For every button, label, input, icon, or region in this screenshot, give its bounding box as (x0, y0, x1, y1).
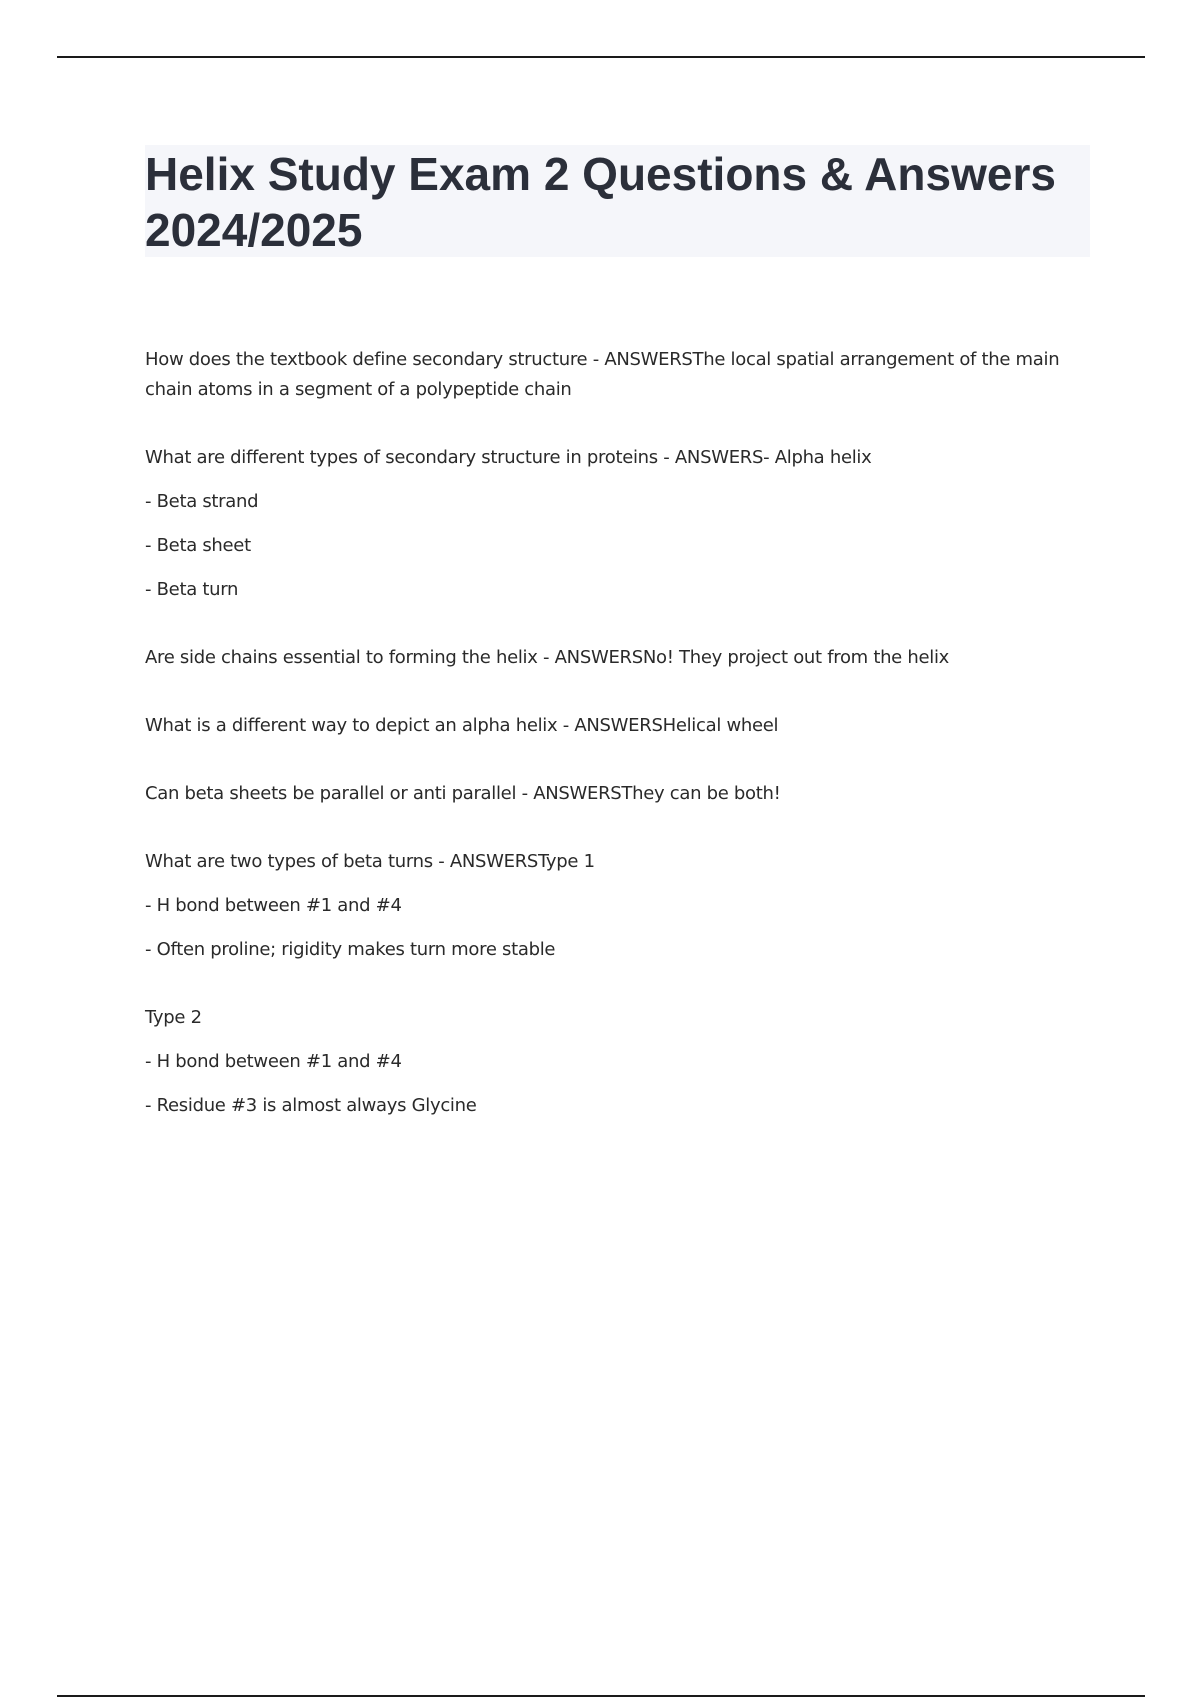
qa-block (145, 443, 1090, 605)
qa-line: What are different types of secondary structure in proteins - ANSWERS- Alpha helix (145, 447, 872, 468)
qa-line: - Residue #3 is almost always Glycine (145, 1095, 477, 1116)
qa-block (145, 1003, 1090, 1121)
qa-line: - H bond between #1 and #4 (145, 895, 402, 916)
qa-line: What are two types of beta turns - ANSWERSType 1 (145, 851, 595, 872)
qa-line: Can beta sheets be parallel or anti parallel - ANSWERSThey can be both! (145, 783, 781, 804)
qa-line: How does the textbook define secondary structure - ANSWERSThe local spatial arrangement of the main chain atoms in a segment of a polypeptide chain (145, 349, 1060, 400)
qa-content (145, 345, 1090, 1159)
qa-line: Type 2 (145, 1007, 202, 1028)
qa-line: - Often proline; rigidity makes turn more stable (145, 939, 556, 960)
qa-line: - Beta strand (145, 491, 259, 512)
qa-block (145, 711, 1090, 741)
qa-line: - Beta turn (145, 579, 239, 600)
qa-block (145, 847, 1090, 965)
qa-line: Are side chains essential to forming the helix - ANSWERSNo! They project out from the helix (145, 647, 950, 668)
qa-block (145, 643, 1090, 673)
qa-line: What is a different way to depict an alpha helix - ANSWERSHelical wheel (145, 715, 779, 736)
qa-line: - Beta sheet (145, 535, 251, 556)
qa-line: - H bond between #1 and #4 (145, 1051, 402, 1072)
document-title: Helix Study Exam 2 Questions & Answers 2024/2025 (145, 148, 1056, 256)
bottom-rule (57, 1695, 1145, 1697)
top-rule (57, 56, 1145, 58)
qa-block (145, 345, 1090, 405)
qa-block (145, 779, 1090, 809)
